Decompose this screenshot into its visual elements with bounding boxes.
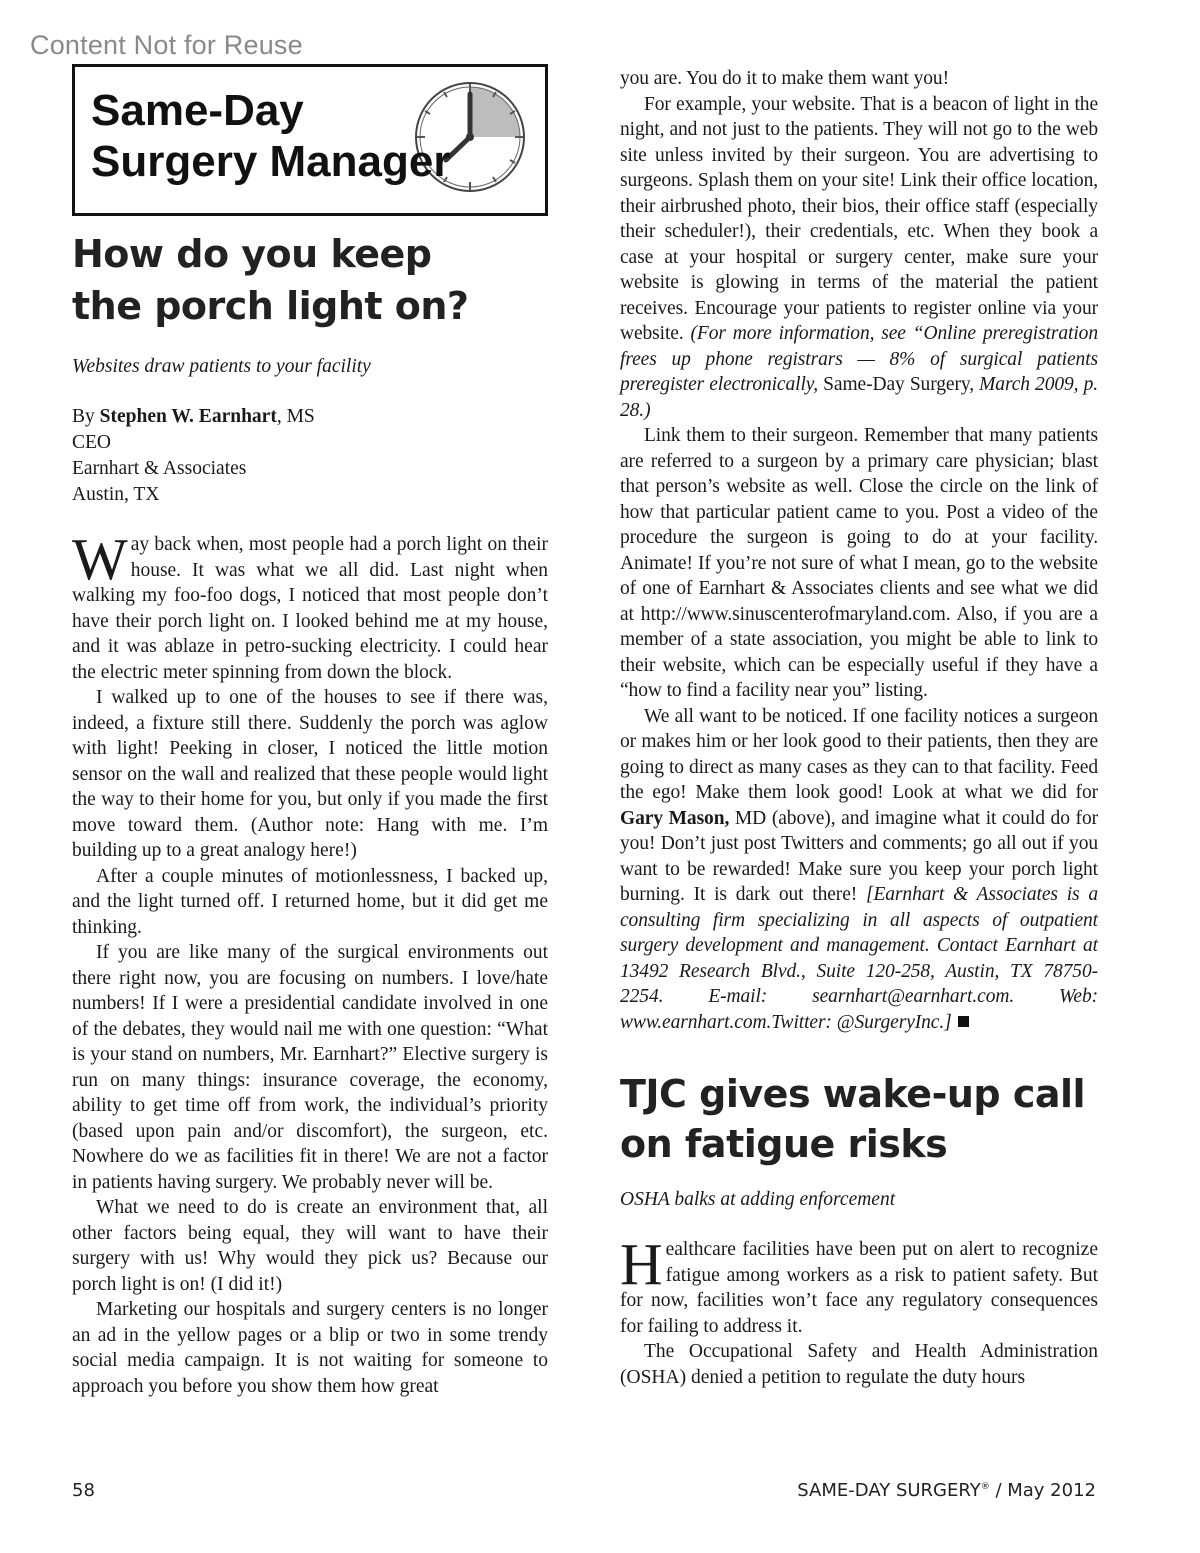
paragraph-text: ealthcare facilities have been put on alert to recognize fatigue among workers as a risk to patient safety. But for now, facilities won’t face any regulatory consequences for failing to address it. — [620, 1239, 1098, 1337]
author-note: [Earnhart & Associates is a consulting firm specializing in all aspects of outpatient surgery development and management. Contact Earnhart at 13492 Research Blvd., Suite 120-258, Austin, TX 78750-2254. E-mail: searnhart@earnhart.com. Web: www.earnhart.com.Twitter: @SurgeryInc.] — [620, 884, 1098, 1033]
paragraph-text: ay back when, most people had a porch light on their house. It was what we all did. Last night when walking my foo-foo dogs, I noticed that most people don’t have their porch light on. I looked behind me at my house, and it was ablaze in petro-sucking electricity. I could hear the electric meter spinning from down the block. — [72, 534, 548, 683]
paragraph-text: For example, your website. That is a beacon of light in the night, and not just to the patients. They will not go to the web site unless invited by their surgeon. You are advertising to surgeons. Splash them on your site! Link their office location, their airbrushed photo, their bios, their office staff (especially their scheduler!), their credentials, etc. When they book a case at your hospital or surgery center, make sure your website is glowing in terms of the material the patient receives. Encourage your patients to register online via your website. — [620, 93, 1098, 344]
article1-title-line1: How do you keep — [72, 232, 432, 276]
article2-title-line2: on fatigue risks — [620, 1122, 948, 1166]
byline-author: Stephen W. Earnhart — [99, 406, 277, 427]
person-name: Gary Mason, — [620, 807, 730, 829]
paragraph: Marketing our hospitals and surgery centers is no longer an ad in the yellow pages or a blip or two in some trendy social media campaign. It is not waiting for someone to approach you before you show them how great — [72, 1299, 548, 1397]
running-footer — [797, 1480, 1096, 1501]
article2-deck: OSHA balks at adding enforcement — [620, 1189, 896, 1210]
paragraph — [620, 704, 1098, 1036]
byline-credential: , MS — [276, 406, 315, 427]
byline-location: Austin, TX — [72, 484, 160, 505]
right-column — [620, 66, 1098, 1390]
byline-title: CEO — [72, 432, 111, 453]
article2-title-line1: TJC gives wake-up call — [620, 1072, 1086, 1116]
paragraph: After a couple minutes of motionlessness, I backed up, and the light turned off. I returned home, but it did get me thinking. — [72, 865, 548, 938]
paragraph: you are. You do it to make them want you! — [620, 68, 949, 89]
paragraph-text: MD (above), and imagine what it could do for you! Don’t just post Twitters and comments; go all out if you want to be rewarded! Make sure you keep your porch light burning. It is dark out there! — [620, 807, 1098, 905]
citation-publication: Same-Day Surgery, — [818, 374, 975, 395]
paragraph — [620, 1231, 1098, 1339]
byline — [72, 404, 548, 508]
paragraph — [72, 526, 548, 685]
citation-date: March 2009, p. 28.) — [620, 374, 1098, 421]
page-number: 58 — [72, 1480, 95, 1501]
article1-deck: Websites draw patients to your facility — [72, 356, 371, 377]
watermark: Content Not for Reuse — [30, 30, 303, 60]
registered-mark: ® — [980, 1482, 990, 1492]
publication-name: SAME-DAY SURGERY — [797, 1480, 981, 1501]
paragraph: I walked up to one of the houses to see if there was, indeed, a fixture still there. Suddenly the porch was aglow with light! Peeking in closer, I noticed the little motion sensor on the wall and realized that these people would light the way to their home for you, but only if you made the first move toward them. (Author note: Hang with me. I’m building up to a great analogy here!) — [72, 687, 548, 861]
paragraph: The Occupational Safety and Health Administration (OSHA) denied a petition to regulate the duty hours — [620, 1341, 1098, 1388]
masthead-title — [91, 85, 450, 187]
article1-body-right — [620, 66, 1098, 1035]
article1-title-line2: the porch light on? — [72, 284, 469, 328]
byline-company: Earnhart & Associates — [72, 458, 247, 479]
byline-by: By — [72, 406, 100, 427]
paragraph: What we need to do is create an environment that, all other factors being equal, they will want to have their surgery with us! Why would they pick us? Because our porch light is on! (I did it!) — [72, 1197, 548, 1295]
issue-date: / May 2012 — [989, 1480, 1096, 1501]
article1-body-left — [72, 526, 548, 1399]
drop-cap: H — [620, 1231, 663, 1297]
left-column — [72, 64, 548, 1399]
paragraph-text: We all want to be noticed. If one facility notices a surgeon or makes him or her look good to their patients, then they are going to direct as many cases as they can to that facility. Feed the ego! Make them look good! Look at what we did for — [620, 705, 1098, 803]
masthead-line1: Same-Day — [91, 86, 304, 135]
article1-title — [72, 228, 548, 332]
end-mark-icon — [958, 1016, 969, 1027]
paragraph: If you are like many of the surgical environments out there right now, you are focusing on numbers. I love/hate numbers! If I were a presidential candidate involved in one of the debates, they would nail me with one question: “What is your stand on numbers, Mr. Earnhart?” Elective surgery is run on many things: insurance coverage, the economy, ability to get time off from work, the individual’s priority (based upon pain and/or discomfort), the surgeon, etc. Nowhere do we as facilities fit in there! We are not a factor in patients having surgery. We probably never will be. — [72, 942, 548, 1193]
article2-body — [620, 1231, 1098, 1390]
drop-cap: W — [72, 526, 128, 592]
paragraph — [620, 92, 1098, 424]
citation-italic: (For more information, see “Online preregistration frees up phone registrars — 8% of surgical patients preregister electronically, — [620, 323, 1098, 395]
masthead-line2: Surgery Manager — [91, 137, 451, 186]
masthead — [72, 64, 548, 216]
article2-title — [620, 1069, 1098, 1169]
paragraph: Link them to their surgeon. Remember that many patients are referred to a surgeon by a primary care physician; blast that person’s website as well. Close the circle on the link of how that particular patient came to you. Post a video of the procedure the surgeon is going to do at your facility. Animate! If you’re not sure of what I mean, go to the website of one of Earnhart & Associates clients and see what we did at http://www.sinuscenterofmaryland.com. Also, if you are a member of a state association, you might be able to link to their website, which can be especially useful if they have a “how to find a facility near you” listing. — [620, 425, 1098, 701]
